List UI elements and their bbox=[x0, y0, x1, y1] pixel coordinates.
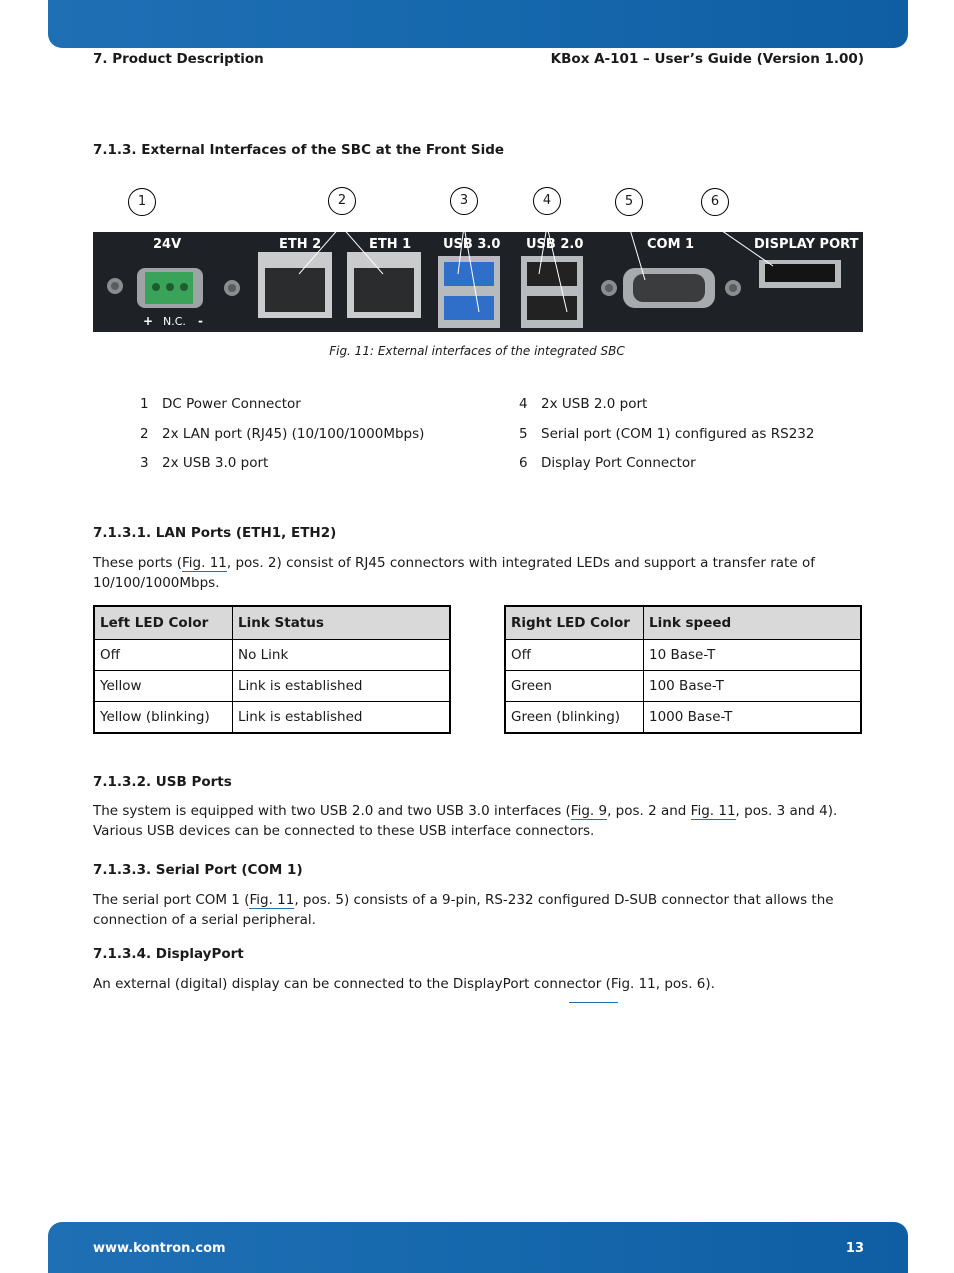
text-run: , pos. 2) consist of RJ45 connectors with integrated LEDs and support a transfer rate of 10/100/1000Mbps. bbox=[93, 555, 815, 591]
legend-text: 2x USB 2.0 port bbox=[541, 396, 648, 412]
label-plus: + bbox=[143, 314, 154, 328]
table-header: Link Status bbox=[233, 606, 451, 640]
legend-item bbox=[140, 455, 424, 485]
serial-port-paragraph bbox=[93, 890, 863, 930]
usb-ports-paragraph bbox=[93, 801, 863, 841]
table-header-row bbox=[505, 606, 861, 640]
text-run: , pos. 2 and bbox=[607, 803, 691, 819]
text-run: The system is equipped with two USB 2.0 and two USB 3.0 interfaces ( bbox=[93, 803, 571, 819]
callout-4: 4 bbox=[533, 187, 561, 215]
legend-text: Serial port (COM 1) configured as RS232 bbox=[541, 425, 815, 442]
text-run: These ports ( bbox=[93, 555, 183, 571]
table-cell: Yellow bbox=[94, 671, 233, 702]
legend-item bbox=[140, 396, 424, 426]
legend-item bbox=[519, 455, 814, 485]
callout-1: 1 bbox=[128, 188, 156, 216]
table-row bbox=[94, 640, 450, 671]
fig9-link[interactable]: Fig. 9 bbox=[570, 803, 608, 819]
footer-url[interactable]: www.kontron.com bbox=[93, 1241, 226, 1256]
callout-6: 6 bbox=[701, 188, 729, 216]
serial-port-heading: 7.1.3.3. Serial Port (COM 1) bbox=[93, 862, 303, 878]
front-panel-drawing bbox=[93, 232, 863, 332]
fig11-link[interactable]: Fig. 11 bbox=[690, 803, 736, 819]
callout-2: 2 bbox=[328, 187, 356, 215]
header-bar bbox=[48, 0, 908, 48]
figure-caption: Fig. 11: External interfaces of the integrated SBC bbox=[329, 344, 625, 358]
legend-num: 2 bbox=[140, 425, 149, 442]
legend-item bbox=[519, 426, 814, 456]
fig11-link[interactable]: Fig. 11 bbox=[182, 555, 227, 571]
table-cell: 100 Base-T bbox=[644, 671, 862, 702]
legend-left bbox=[140, 396, 424, 485]
displayport-paragraph: An external (digital) display can be connected to the DisplayPort connector (Fig. 11, pos. 6). bbox=[93, 976, 715, 992]
table-cell: Link is established bbox=[233, 702, 451, 734]
table-cell: Link is established bbox=[233, 671, 451, 702]
table-header-row bbox=[94, 606, 450, 640]
label-minus: - bbox=[198, 314, 203, 328]
callout-5: 5 bbox=[615, 188, 643, 216]
footer-bar bbox=[48, 1222, 908, 1273]
table-header: Right LED Color bbox=[505, 606, 644, 640]
table-row bbox=[94, 671, 450, 702]
page-number: 13 bbox=[845, 1241, 864, 1256]
lan-ports-paragraph bbox=[93, 553, 863, 593]
running-header-section: 7. Product Description bbox=[93, 51, 264, 67]
table-cell: Yellow (blinking) bbox=[94, 702, 233, 734]
displayport-heading: 7.1.3.4. DisplayPort bbox=[93, 946, 244, 962]
legend-num: 3 bbox=[140, 455, 149, 471]
table-row bbox=[505, 640, 861, 671]
fig11-link[interactable]: Fig. 11 bbox=[249, 892, 295, 908]
legend-text: 2x USB 3.0 port bbox=[162, 455, 269, 471]
legend-text: 2x LAN port (RJ45) (10/100/1000Mbps) bbox=[162, 425, 425, 442]
usb-ports-heading: 7.1.3.2. USB Ports bbox=[93, 774, 232, 790]
table-cell: 10 Base-T bbox=[644, 640, 862, 671]
table-cell: Off bbox=[94, 640, 233, 671]
table-header: Link speed bbox=[644, 606, 862, 640]
legend-num: 5 bbox=[519, 425, 528, 442]
figure-callouts bbox=[93, 180, 863, 240]
legend-item bbox=[140, 426, 424, 456]
legend-num: 1 bbox=[140, 396, 149, 412]
table-row bbox=[505, 702, 861, 734]
link-underline bbox=[569, 1002, 618, 1003]
table-cell: Green bbox=[505, 671, 644, 702]
label-eth2: ETH 2 bbox=[279, 237, 322, 252]
label-usb3: USB 3.0 bbox=[443, 237, 501, 252]
label-eth1: ETH 1 bbox=[369, 237, 412, 252]
label-display-port: DISPLAY PORT bbox=[754, 237, 859, 252]
table-cell: 1000 Base-T bbox=[644, 702, 862, 734]
table-header: Left LED Color bbox=[94, 606, 233, 640]
legend-text: DC Power Connector bbox=[162, 396, 301, 412]
label-com1: COM 1 bbox=[647, 237, 695, 252]
table-cell: Green (blinking) bbox=[505, 702, 644, 734]
table-row bbox=[94, 702, 450, 734]
left-led-table bbox=[93, 605, 451, 734]
legend-item bbox=[519, 396, 814, 426]
table-cell: Off bbox=[505, 640, 644, 671]
running-header-title: KBox A-101 – User’s Guide (Version 1.00) bbox=[550, 51, 864, 67]
text-run: , pos. 5) consists of a 9-pin, RS-232 configured D-SUB connector that allows the connection of a serial peripheral. bbox=[93, 892, 834, 928]
lan-ports-heading: 7.1.3.1. LAN Ports (ETH1, ETH2) bbox=[93, 525, 337, 541]
legend-num: 4 bbox=[519, 396, 528, 412]
callout-3: 3 bbox=[450, 187, 478, 215]
label-usb2: USB 2.0 bbox=[526, 237, 584, 252]
table-cell: No Link bbox=[233, 640, 451, 671]
front-panel-photo bbox=[93, 232, 863, 332]
legend-num: 6 bbox=[519, 455, 528, 471]
right-led-table bbox=[504, 605, 862, 734]
label-nc: N.C. bbox=[163, 315, 186, 328]
legend-text: Display Port Connector bbox=[541, 455, 696, 471]
text-run: The serial port COM 1 ( bbox=[93, 892, 250, 908]
text-run: , pos. 3 and 4). Various USB devices can be connected to these USB interface connectors. bbox=[93, 803, 838, 839]
legend-right bbox=[519, 396, 814, 485]
label-24v: 24V bbox=[153, 237, 182, 252]
table-row bbox=[505, 671, 861, 702]
section-title: 7.1.3. External Interfaces of the SBC at the Front Side bbox=[93, 142, 505, 158]
